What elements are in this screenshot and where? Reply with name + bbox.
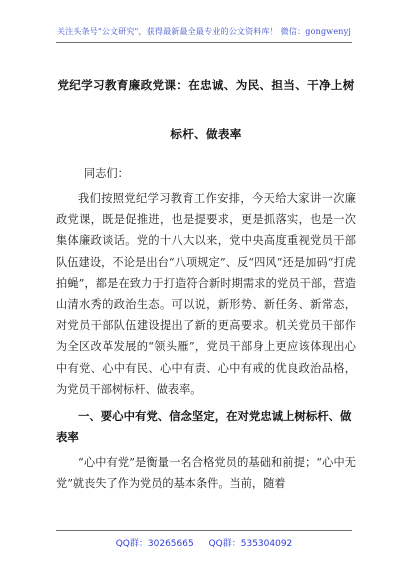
footer-qq-group-1: QQ群：30265665 bbox=[115, 539, 194, 549]
document-title-line-1: 党纪学习教育廉政党课：在忠诚、为民、担当、干净上树 bbox=[57, 78, 355, 92]
footer-qq-group-2: QQ群：535304092 bbox=[208, 539, 293, 549]
footer-contact bbox=[0, 536, 408, 549]
body-paragraph-2: “心中有党”是衡量一名合格党员的基础和前提；“心中无党”就丧失了作为党员的基本条件。当前，随着 bbox=[56, 456, 356, 491]
body-paragraph-1: 我们按照党纪学习教育工作安排，今天给大家讲一次廉政党课，既是促推进，也是提要求，更是抓落实，也是一次集体廉政谈话。党的十八大以来，党中央高度重视党员干部队伍建设，不论是出台“八项规定”、反“四风”还是加码“打虎拍蝇”，都是在致力于打造符合新时期需求的党员干部，营造山清水秀的政治生态。可以说，新形势、新任务、新常态，对党员干部队伍建设提出了新的更高要求。机关党员干部作为全区改革发展的“领头雁”，党员干部身上更应该体现出心中有党、心中有民、心中有责、心中有戒的优良政治品格，为党员干部树标杆、做表率。 bbox=[56, 192, 356, 396]
header-divider bbox=[56, 42, 352, 43]
footer-divider bbox=[56, 530, 352, 531]
document-title-line-2: 标杆、做表率 bbox=[170, 127, 242, 141]
header-note: 关注头条号"公文研究"，获得最新最全最专业的公文资料库！ 微信：gongwenyj bbox=[56, 27, 352, 36]
greeting: 同志们： bbox=[84, 167, 129, 180]
section-heading-1: 一、要心中有党、信念坚定，在对党忠诚上树标杆、做表率 bbox=[56, 409, 352, 445]
